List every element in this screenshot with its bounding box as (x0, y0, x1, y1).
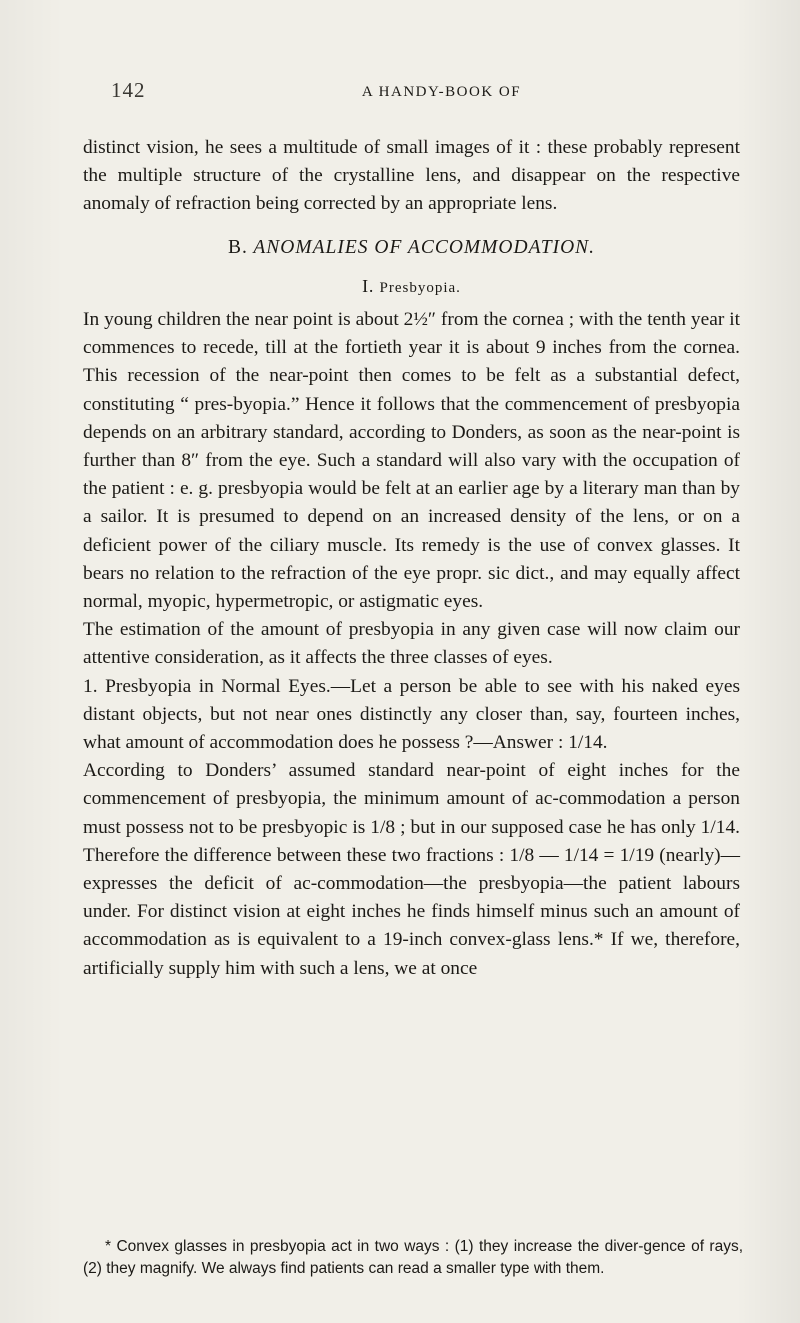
section-letter: B. (227, 236, 248, 258)
subheading-title: Presbyopia. (379, 279, 461, 296)
subheading (83, 272, 740, 302)
footnote: * Convex glasses in presbyopia act in two ways : (1) they increase the diver-gence of rays, (2) they magnify. We always find patients can read a smaller type with them. (83, 1238, 743, 1277)
paragraph-donders: According to Donders’ assumed standard near-point of eight inches for the commencement of presbyopia, the minimum amount of ac-commodation a person must possess not to be presbyopic is 1/8 ; but in our supposed case he has only 1/14. Therefore the difference between these two fractions : 1/8 — 1/14 = 1/19 (nearly)—expresses the deficit of ac-commodation—the presbyopia—the patient labours under. For distinct vision at eight inches he finds himself minus such an amount of accommodation as is equivalent to a 19-inch convex-glass lens.* If we, therefore, artificially supply him with such a lens, we at once (83, 760, 740, 979)
paragraph-normal-eyes: 1. Presbyopia in Normal Eyes.—Let a person be able to see with his naked eyes distant objects, but not near ones distinctly any closer than, say, fourteen inches, what amount of accommodation does he possess ?—Answer : 1/14. (83, 675, 740, 754)
body-text (83, 134, 740, 983)
paragraph-presbyopia-intro: In young children the near point is about 2½″ from the cornea ; with the tenth year it commences to recede, till at the fortieth year it is about 9 inches from the cornea. This recession of the near-point then comes to be felt as a substantial defect, constituting “ pres-byopia.” Hence it follows that the commencement of presbyopia depends on an arbitrary standard, according to Donders, as soon as the near-point is further than 8″ from the eye. Such a standard will also vary with the occupation of the patient : e. g. presbyopia would be felt at an earlier age by a literary man than by a sailor. It is presumed to depend on an increased density of the lens, or on a deficient power of the ciliary muscle. Its remedy is the use of convex glasses. It bears no relation to the refraction of the eye propr. sic dict., and may equally affect normal, myopic, hypermetropic, or astigmatic eyes. (83, 309, 740, 613)
paragraph-estimation: The estimation of the amount of presbyopia in any given case will now claim our attentive consideration, as it affects the three classes of eyes. (83, 619, 740, 669)
paragraph-continuation: distinct vision, he sees a multitude of small images of it : these probably represent the multiple structure of the crystalline lens, and disappear on the respective anomaly of refraction being corrected by an appropriate lens. (83, 137, 740, 215)
subheading-roman: I. (362, 275, 375, 296)
page-header (83, 78, 740, 118)
page-number: 142 (111, 78, 146, 102)
section-heading (83, 234, 740, 262)
section-title: ANOMALIES OF ACCOMMODATION. (253, 236, 596, 258)
running-head: A HANDY-BOOK OF (361, 84, 522, 100)
